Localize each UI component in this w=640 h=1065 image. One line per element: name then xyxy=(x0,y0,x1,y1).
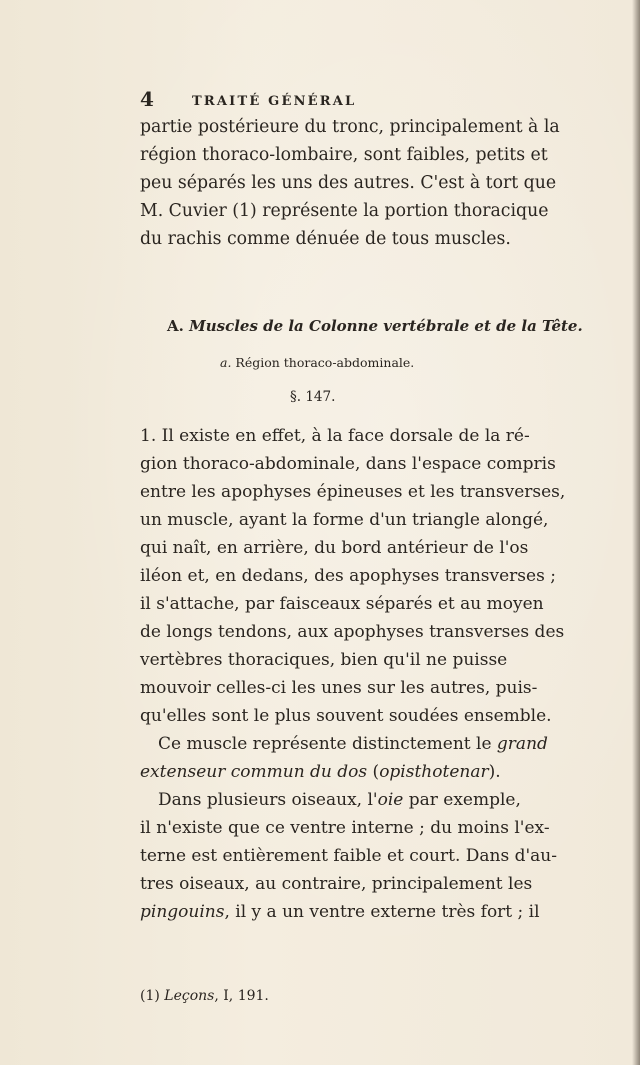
text-line: un muscle, ayant la forme d'un triangle alongé, xyxy=(140,510,549,530)
text-span: par exemple, xyxy=(403,790,521,810)
section-title: Muscles de la Colonne vertébrale et de la Tête. xyxy=(189,317,583,335)
text-line: partie postérieure du tronc, principalement à la xyxy=(140,117,560,137)
emphasis-term: pingouins xyxy=(140,902,225,922)
text-line: du rachis comme dénuée de tous muscles. xyxy=(140,229,511,249)
text-line: extenseur commun du dos (opisthotenar). xyxy=(140,762,501,782)
text-line: région thoraco-lombaire, sont faibles, petits et xyxy=(140,145,548,165)
text-span: Dans plusieurs oiseaux, l' xyxy=(158,790,378,810)
footnote-marker: (1) xyxy=(140,988,160,1004)
section-heading xyxy=(167,317,627,335)
subsection-heading xyxy=(220,355,414,370)
emphasis-term: oie xyxy=(377,790,404,810)
text-line: 1. Il existe en effet, à la face dorsale de la ré- xyxy=(140,426,530,446)
text-span: , il y a un ventre externe très fort ; il xyxy=(224,902,540,922)
page-edge-shadow xyxy=(632,0,640,1065)
text-line xyxy=(158,790,521,810)
text-line: iléon et, en dedans, des apophyses transverses ; xyxy=(140,566,556,586)
page-number: 4 xyxy=(140,87,154,111)
section-letter: A. xyxy=(167,317,184,335)
emphasis-term: extenseur commun du dos xyxy=(140,762,368,782)
footnote-title: Leçons xyxy=(164,988,215,1004)
page-header xyxy=(140,87,495,111)
footnote-ref: , I, 191. xyxy=(214,988,269,1004)
text-line: terne est entièrement faible et court. Dans d'au- xyxy=(140,846,557,866)
text-line: il n'existe que ce ventre interne ; du moins l'ex- xyxy=(140,818,550,838)
emphasis-term: opisthotenar xyxy=(379,762,489,782)
text-line: entre les apophyses épineuses et les transverses, xyxy=(140,482,566,502)
footnote xyxy=(140,988,269,1004)
subsection-letter: a. xyxy=(220,355,232,370)
text-span: Ce muscle représente distinctement le xyxy=(158,734,492,754)
text-line: il s'attache, par faisceaux séparés et au moyen xyxy=(140,594,544,614)
text-line: qui naît, en arrière, du bord antérieur de l'os xyxy=(140,538,529,558)
text-line: M. Cuvier (1) représente la portion thoracique xyxy=(140,201,549,221)
running-title: TRAITÉ GÉNÉRAL xyxy=(192,94,357,109)
text-line xyxy=(158,734,548,754)
text-line: mouvoir celles-ci les unes sur les autres, puis- xyxy=(140,678,538,698)
section-number: §. 147. xyxy=(290,389,336,405)
text-line: vertèbres thoraciques, bien qu'il ne puisse xyxy=(140,650,508,670)
text-line: qu'elles sont le plus souvent soudées ensemble. xyxy=(140,706,552,726)
text-line xyxy=(140,902,540,922)
subsection-title: Région thoraco-abdominale. xyxy=(235,355,415,370)
text-line: peu séparés les uns des autres. C'est à tort que xyxy=(140,173,557,193)
text-line: de longs tendons, aux apophyses transverses des xyxy=(140,622,565,642)
text-line: gion thoraco-abdominale, dans l'espace compris xyxy=(140,454,556,474)
emphasis-term: grand xyxy=(496,734,548,754)
text-line: tres oiseaux, au contraire, principalement les xyxy=(140,874,533,894)
